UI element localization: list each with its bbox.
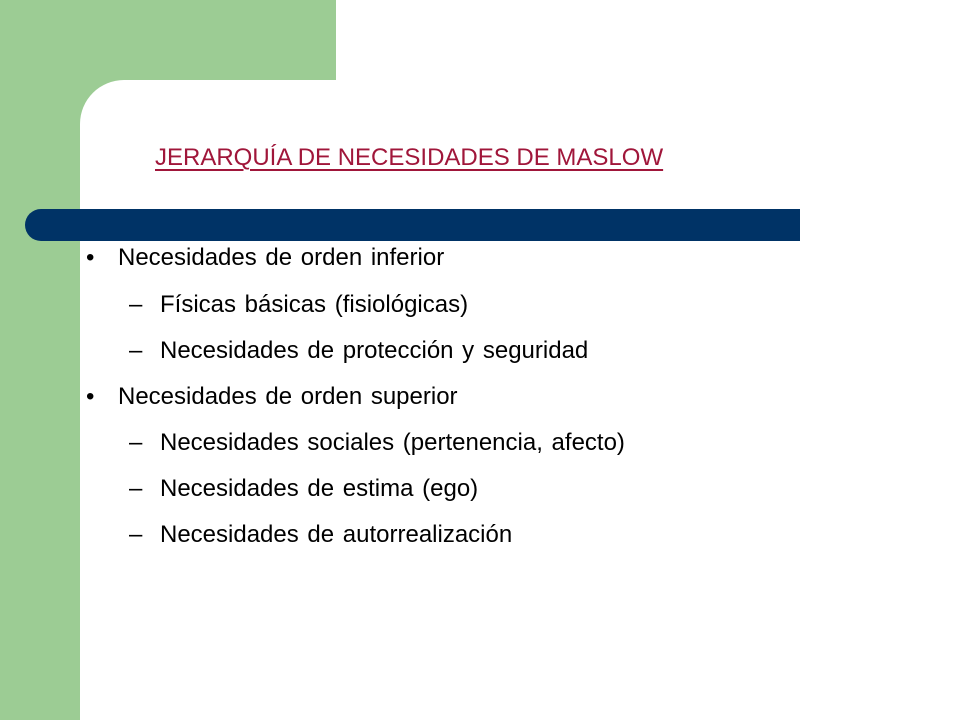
list-item-level-2: Necesidades sociales (pertenencia, afecto) [160, 429, 625, 456]
list-item-level-2: Necesidades de estima (ego) [160, 475, 479, 502]
sub-bullet-marker: – [129, 337, 143, 364]
bullet-marker: • [86, 244, 95, 271]
slide-title: JERARQUÍA DE NECESIDADES DE MASLOW [155, 144, 664, 171]
sub-bullet-marker: – [129, 429, 143, 456]
list-item-level-1: Necesidades de orden superior [118, 383, 458, 410]
sub-bullet-marker: – [129, 521, 143, 548]
sub-bullet-marker: – [129, 291, 143, 318]
bullet-marker: • [86, 383, 95, 410]
list-item-level-1: Necesidades de orden inferior [118, 244, 445, 271]
list-item-level-2: Necesidades de autorrealización [160, 521, 513, 548]
sub-bullet-marker: – [129, 475, 143, 502]
list-item-level-2: Necesidades de protección y seguridad [160, 337, 589, 364]
list-item-level-2: Físicas básicas (fisiológicas) [160, 291, 469, 318]
